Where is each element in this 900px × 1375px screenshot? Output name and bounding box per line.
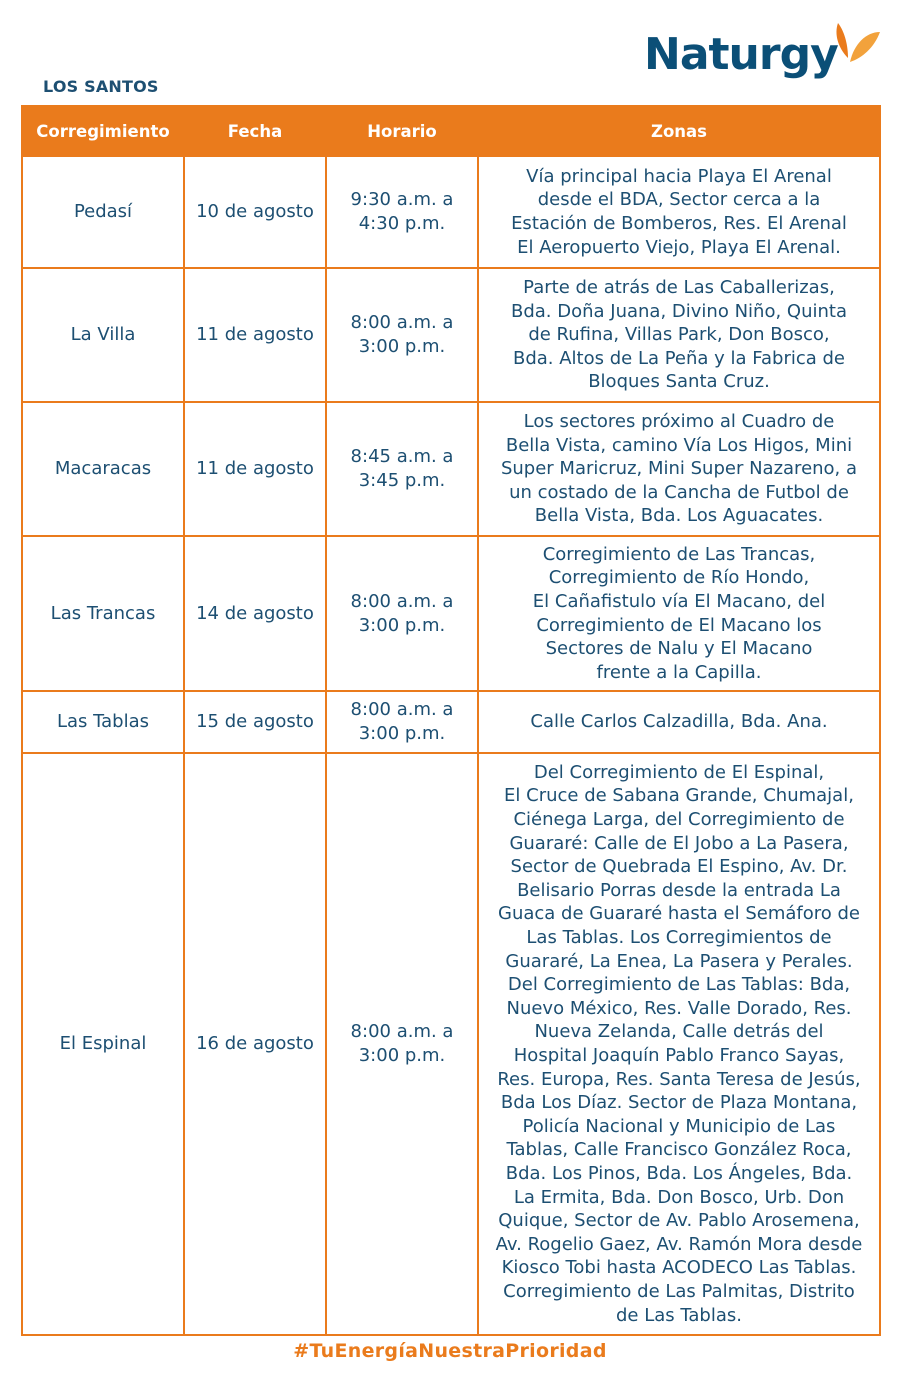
zona-line: desde el BDA, Sector cerca a la <box>537 189 821 211</box>
cell-fecha: 16 de agosto <box>184 753 326 1335</box>
table-row <box>22 402 880 536</box>
table-row <box>22 268 880 402</box>
region-title: LOS SANTOS <box>43 77 159 96</box>
zona-line: Av. Rogelio Gaez, Av. Ramón Mora desde <box>495 1233 863 1255</box>
cell-fecha: 10 de agosto <box>184 156 326 268</box>
zona-line: Guararé: Calle de El Jobo a La Pasera, <box>509 832 849 854</box>
butterfly-icon <box>832 20 882 70</box>
header-horario: Horario <box>326 106 478 156</box>
zona-line: Super Maricruz, Mini Super Nazareno, a <box>500 458 858 480</box>
table-row <box>22 691 880 753</box>
zona-line: de Rufina, Villas Park, Don Bosco, <box>528 324 830 346</box>
cell-zonas <box>478 402 880 536</box>
zona-line: La Ermita, Bda. Don Bosco, Urb. Don <box>513 1186 845 1208</box>
zona-line: Guararé, La Enea, La Pasera y Perales. <box>505 950 853 972</box>
zona-line: Del Corregimiento de Las Tablas: Bda, <box>507 974 851 996</box>
zona-line: Res. Europa, Res. Santa Teresa de Jesús, <box>497 1068 861 1090</box>
zona-line: Nueva Zelanda, Calle detrás del <box>534 1021 824 1043</box>
zona-line: Estación de Bomberos, Res. El Arenal <box>511 213 847 234</box>
table-row <box>22 536 880 691</box>
cell-horario <box>326 402 478 536</box>
horario-start: 8:00 a.m. a <box>350 1021 454 1043</box>
zona-line: Los sectores próximo al Cuadro de <box>523 411 835 433</box>
cell-fecha: 11 de agosto <box>184 268 326 402</box>
zona-line: Bda. Altos de La Peña y la Fabrica de <box>512 347 845 369</box>
schedule-table <box>21 105 881 1336</box>
zona-line: Sector de Quebrada El Espino, Av. Dr. <box>510 856 848 878</box>
zona-line: Corregimiento de El Macano los <box>536 614 822 636</box>
zona-line: Quique, Sector de Av. Pablo Arosemena, <box>498 1210 860 1232</box>
zona-line: Calle Carlos Calzadilla, Bda. Ana. <box>530 711 828 733</box>
cell-corregimiento: La Villa <box>22 268 184 402</box>
horario-end: 3:00 p.m. <box>358 614 446 636</box>
horario-start: 8:00 a.m. a <box>350 590 454 612</box>
cell-horario <box>326 753 478 1335</box>
header-fecha: Fecha <box>184 106 326 156</box>
zona-line: Del Corregimiento de El Espinal, <box>533 761 825 783</box>
horario-end: 3:45 p.m. <box>358 470 446 491</box>
cell-zonas <box>478 156 880 268</box>
zona-line: un costado de la Cancha de Futbol de <box>509 481 849 503</box>
cell-horario <box>326 268 478 402</box>
cell-fecha: 14 de agosto <box>184 536 326 691</box>
cell-horario <box>326 536 478 691</box>
cell-fecha: 15 de agosto <box>184 691 326 753</box>
zona-line: Bella Vista, Bda. Los Aguacates. <box>534 505 824 527</box>
zona-line: Bda. Los Pinos, Bda. Los Ángeles, Bda. <box>505 1162 853 1184</box>
zona-line: Bda Los Díaz. Sector de Plaza Montana, <box>500 1092 858 1114</box>
zona-line: El Aeropuerto Viejo, Playa El Arenal. <box>517 236 841 258</box>
header-corregimiento: Corregimiento <box>22 106 184 156</box>
horario-end: 3:00 p.m. <box>358 336 446 357</box>
horario-end: 3:00 p.m. <box>358 723 446 744</box>
cell-corregimiento: Las Tablas <box>22 691 184 753</box>
cell-horario <box>326 691 478 753</box>
header-zonas: Zonas <box>478 106 880 156</box>
naturgy-logo <box>644 20 884 90</box>
horario-end: 3:00 p.m. <box>358 1045 446 1066</box>
cell-corregimiento: Macaracas <box>22 402 184 536</box>
cell-fecha: 11 de agosto <box>184 402 326 536</box>
horario-start: 8:00 a.m. a <box>350 312 454 334</box>
zona-line: Nuevo México, Res. Valle Dorado, Res. <box>506 997 852 1019</box>
zona-line: Parte de atrás de Las Caballerizas, <box>523 277 835 299</box>
cell-zonas <box>478 753 880 1335</box>
zona-line: Belisario Porras desde la entrada La <box>517 879 841 901</box>
zona-line: Las Tablas. Los Corregimientos de <box>526 927 832 949</box>
campaign-hashtag: #TuEnergíaNuestraPrioridad <box>293 1340 607 1362</box>
cell-corregimiento: Pedasí <box>22 156 184 268</box>
cell-zonas <box>478 691 880 753</box>
cell-zonas <box>478 268 880 402</box>
zona-line: Guaca de Guararé hasta el Semáforo de <box>498 903 860 925</box>
brand-name: Naturgy <box>644 29 838 80</box>
horario-start: 8:45 a.m. a <box>350 446 454 468</box>
zona-line: Corregimiento de Río Hondo, <box>548 567 810 589</box>
zona-line: El Cruce de Sabana Grande, Chumajal, <box>504 785 854 807</box>
zona-line: Ciénega Larga, del Corregimiento de <box>513 809 845 831</box>
zona-line: Bloques Santa Cruz. <box>588 371 770 393</box>
zona-line: El Cañafistulo vía El Macano, del <box>532 590 826 612</box>
horario-start: 8:00 a.m. a <box>350 699 454 721</box>
zona-line: Hospital Joaquín Pablo Franco Sayas, <box>513 1045 845 1066</box>
table-row <box>22 156 880 268</box>
zona-line: Bda. Doña Juana, Divino Niño, Quinta <box>511 300 847 322</box>
zona-line: Tablas, Calle Francisco González Roca, <box>506 1139 852 1161</box>
zona-line: frente a la Capilla. <box>596 661 762 683</box>
table-row <box>22 753 880 1335</box>
horario-start: 9:30 a.m. a <box>350 189 454 211</box>
zona-line: Kiosco Tobi hasta ACODECO Las Tablas. <box>501 1257 857 1279</box>
zona-line: Sectores de Nalu y El Macano <box>545 638 813 660</box>
zona-line: Bella Vista, camino Vía Los Higos, Mini <box>505 434 853 456</box>
cell-horario <box>326 156 478 268</box>
table-header-row <box>22 106 880 156</box>
horario-end: 4:30 p.m. <box>358 213 446 234</box>
zona-line: Vía principal hacia Playa El Arenal <box>526 165 832 187</box>
zona-line: Corregimiento de Las Trancas, <box>542 543 816 565</box>
cell-zonas <box>478 536 880 691</box>
zona-line: de Las Tablas. <box>616 1304 742 1326</box>
cell-corregimiento: Las Trancas <box>22 536 184 691</box>
zona-line: Corregimiento de Las Palmitas, Distrito <box>503 1280 855 1302</box>
cell-corregimiento: El Espinal <box>22 753 184 1335</box>
zona-line: Policía Nacional y Municipio de Las <box>522 1115 836 1137</box>
